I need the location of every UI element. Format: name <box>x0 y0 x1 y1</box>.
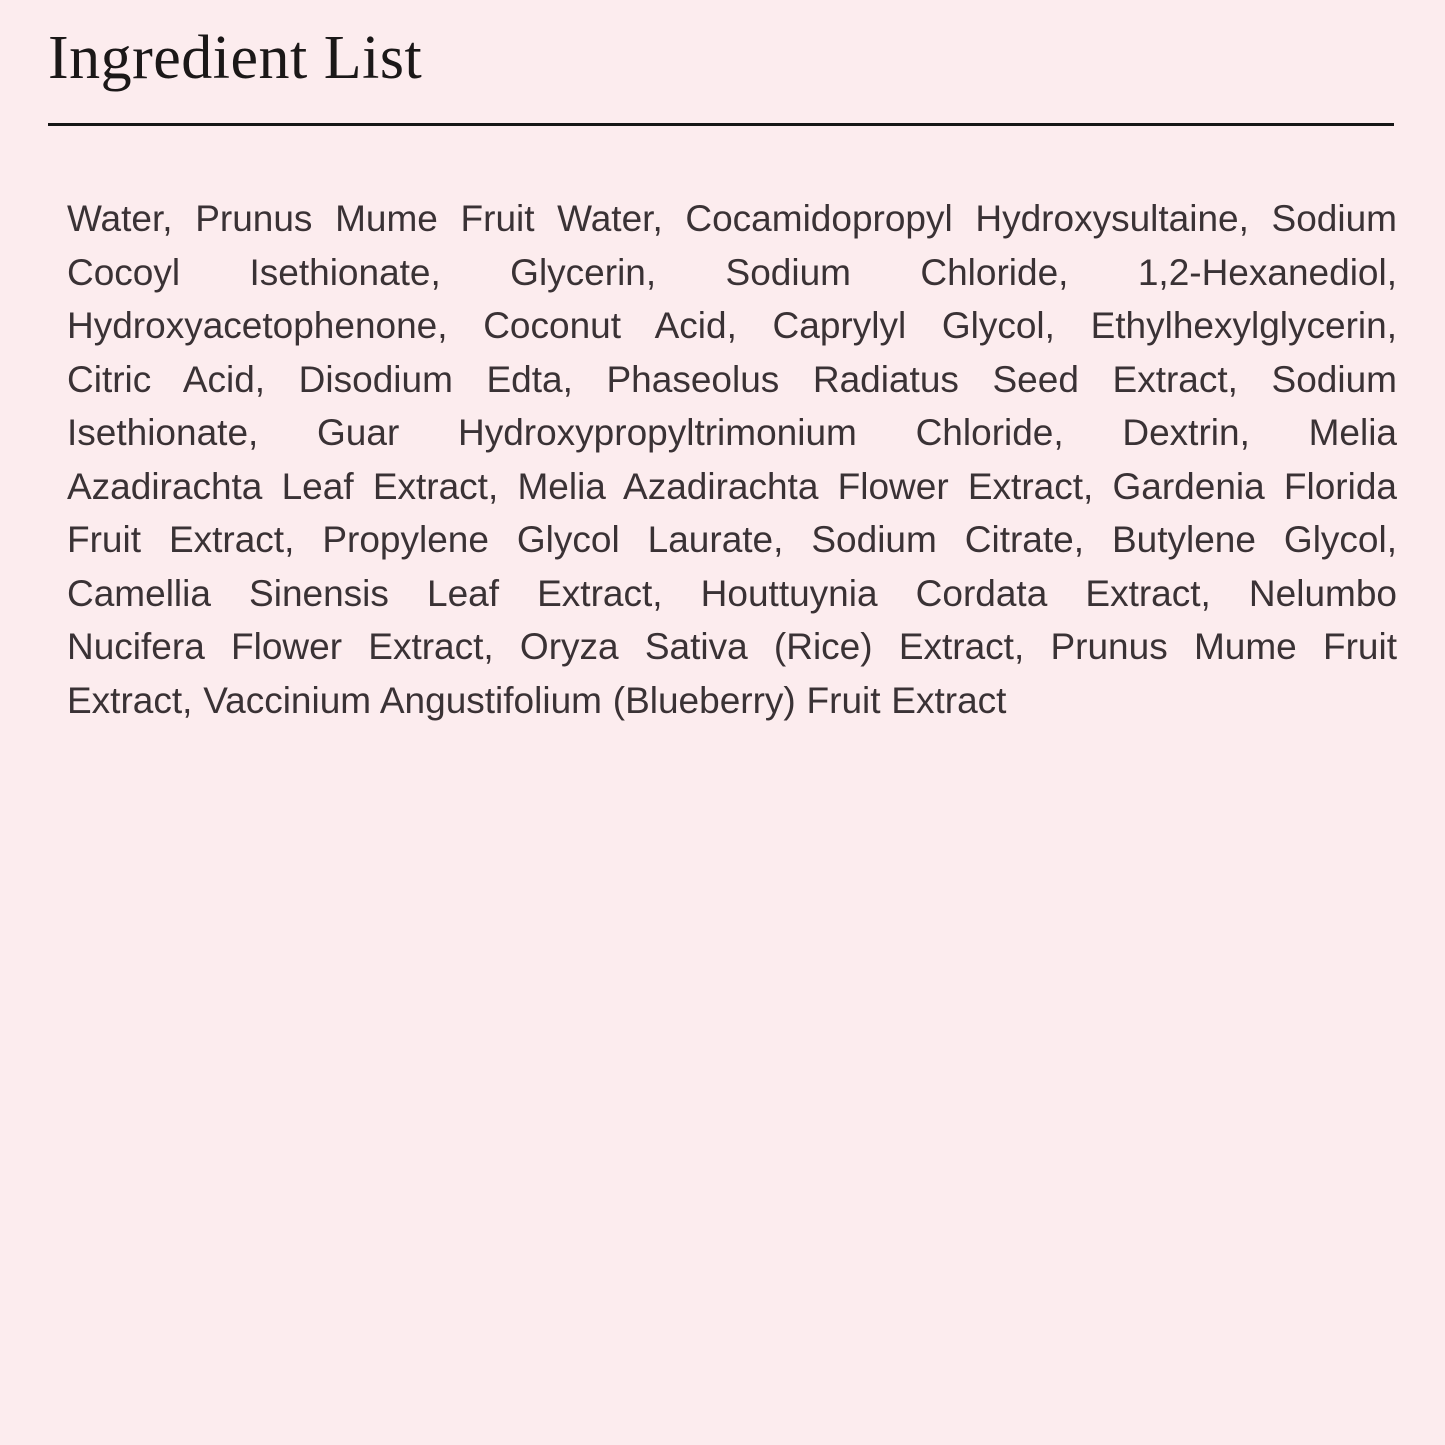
page-title: Ingredient List <box>48 24 423 92</box>
ingredient-line: Cocoyl Isethionate, Glycerin, Sodium Chloride, 1,2-Hexanediol, <box>67 251 1397 293</box>
ingredient-line: Fruit Extract, Propylene Glycol Laurate, Sodium Citrate, Butylene Glycol, <box>67 519 1397 560</box>
ingredient-line: Camellia Sinensis Leaf Extract, Houttuynia Cordata Extract, Nelumbo <box>67 572 1397 614</box>
ingredient-line: Hydroxyacetophenone, Coconut Acid, Caprylyl Glycol, Ethylhexylglycerin, <box>67 305 1397 346</box>
ingredient-line: Azadirachta Leaf Extract, Melia Azadirachta Flower Extract, Gardenia Florida <box>67 465 1397 507</box>
ingredient-line: Citric Acid, Disodium Edta, Phaseolus Radiatus Seed Extract, Sodium <box>67 358 1397 400</box>
title-divider <box>48 123 1394 126</box>
ingredient-line: Isethionate, Guar Hydroxypropyltrimonium Chloride, Dextrin, Melia <box>67 412 1397 453</box>
ingredient-line-last: Extract, Vaccinium Angustifolium (Blueberry) Fruit Extract <box>67 679 1007 721</box>
ingredient-line: Nucifera Flower Extract, Oryza Sativa (Rice) Extract, Prunus Mume Fruit <box>67 626 1397 667</box>
ingredient-line: Water, Prunus Mume Fruit Water, Cocamidopropyl Hydroxysultaine, Sodium <box>67 198 1397 239</box>
ingredient-list-text <box>67 192 1397 727</box>
